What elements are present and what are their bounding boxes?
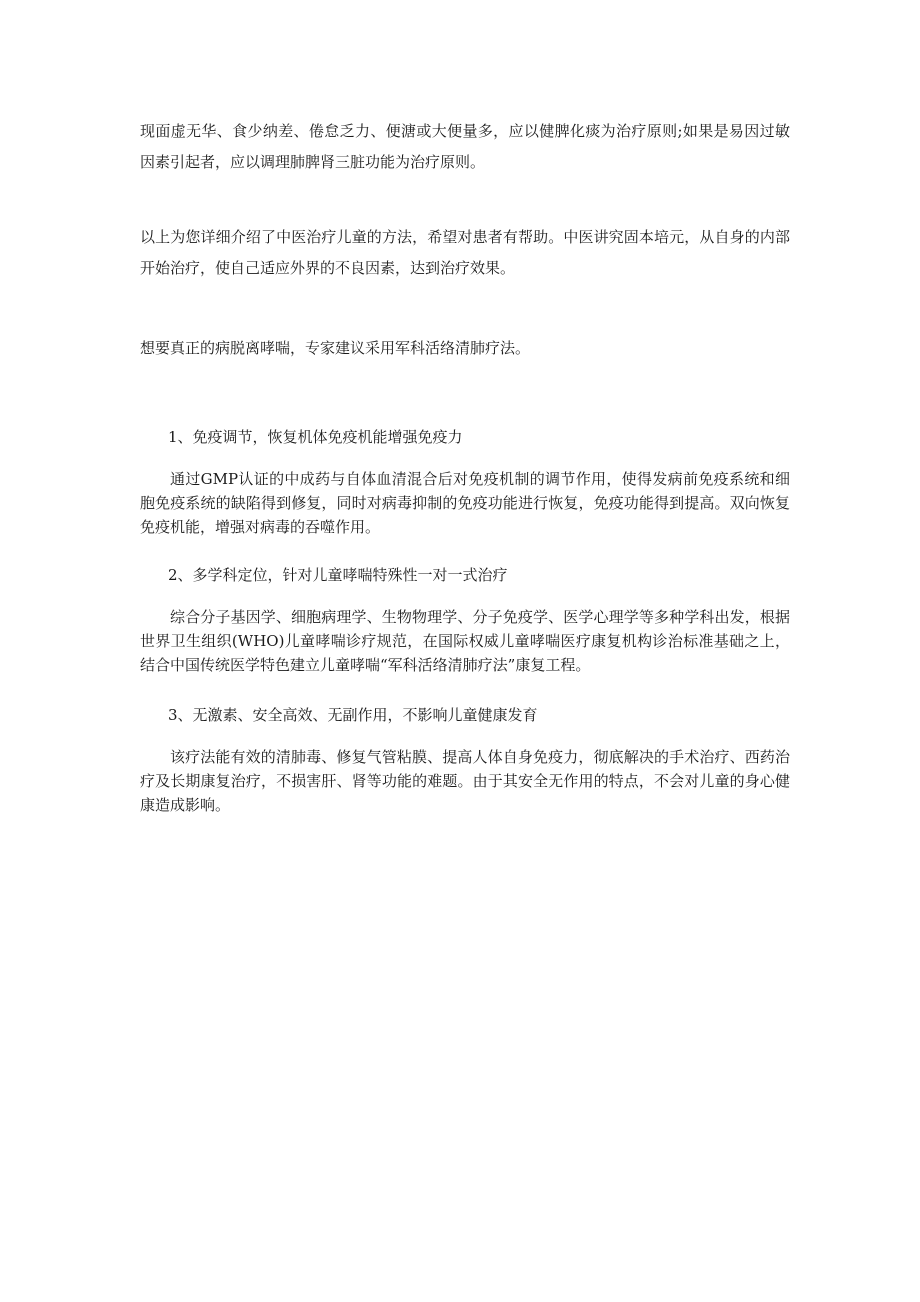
- section-heading: 1、免疫调节，恢复机体免疫机能增强免疫力: [168, 428, 463, 446]
- section-body: 通过GMP认证的中成药与自体血清混合后对免疫机制的调节作用，使得发病前免疫系统和细胞免疫系统的缺陷得到修复，同时对病毒抑制的免疫功能进行恢复，免疫功能得到提高。双向恢复免疫机能，增强对病毒的吞噬作用。: [140, 470, 790, 536]
- intro-paragraph: 以上为您详细介绍了中医治疗儿童的方法，希望对患者有帮助。中医讲究固本培元，从自身的内部开始治疗，使自己适应外界的不良因素，达到治疗效果。: [140, 228, 790, 277]
- intro-paragraph: 现面虚无华、食少纳差、倦怠乏力、便溏或大便量多，应以健脾化痰为治疗原则;如果是易因过敏因素引起者，应以调理肺脾肾三脏功能为治疗原则。: [140, 122, 790, 171]
- intro-paragraph: 想要真正的病脱离哮喘，专家建议采用军科活络清肺疗法。: [140, 339, 531, 357]
- section-body: 综合分子基因学、细胞病理学、生物物理学、分子免疫学、医学心理学等多种学科出发，根据世界卫生组织(WHO)儿童哮喘诊疗规范，在国际权威儿童哮喘医疗康复机构诊治标准基础之上，结合中国传统医学特色建立儿童哮喘“军科活络清肺疗法”康复工程。: [140, 608, 790, 674]
- section-heading: 3、无激素、安全高效、无副作用，不影响儿童健康发育: [168, 706, 538, 724]
- section-heading: 2、多学科定位，针对儿童哮喘特殊性一对一式治疗: [168, 566, 508, 584]
- section-body: 该疗法能有效的清肺毒、修复气管粘膜、提高人体自身免疫力，彻底解决的手术治疗、西药治疗及长期康复治疗，不损害肝、肾等功能的难题。由于其安全无作用的特点，不会对儿童的身心健康造成影响。: [140, 748, 790, 814]
